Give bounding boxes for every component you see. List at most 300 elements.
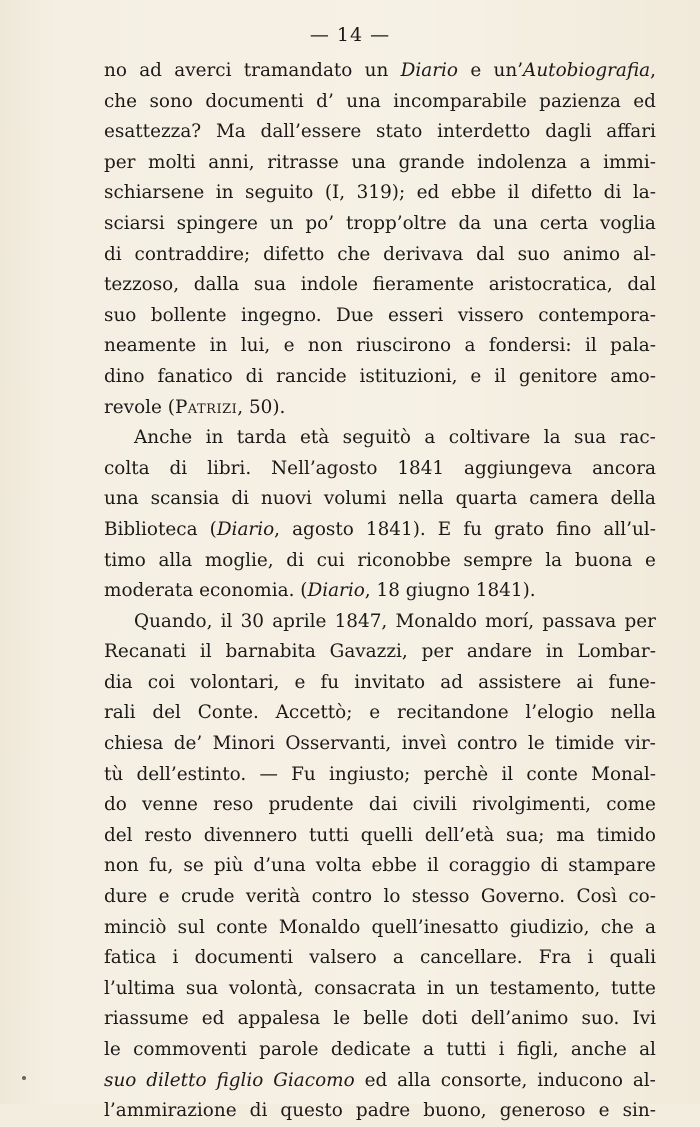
word: Fu: [291, 763, 316, 785]
word: le: [104, 1039, 121, 1060]
word: valsero: [309, 947, 377, 969]
word: contro: [456, 733, 518, 755]
word: pala-: [610, 335, 656, 357]
word: difetto: [263, 243, 325, 265]
word: amo-: [610, 365, 656, 387]
word: passava: [542, 610, 617, 632]
word: chiesa: [104, 733, 164, 755]
word: Monaldo: [395, 610, 477, 632]
text-segment: moderata economia. (: [104, 580, 308, 602]
word: se: [183, 855, 204, 877]
word: (Diario,: [209, 518, 281, 540]
word: Giacomo: [273, 1069, 355, 1091]
word: e: [470, 60, 482, 81]
word: schiarsene: [104, 182, 205, 204]
word: perchè: [423, 763, 489, 785]
word: verità: [245, 886, 301, 908]
text-line: [104, 1066, 656, 1097]
word: da: [458, 212, 482, 234]
word: in: [426, 977, 445, 999]
word: divennero: [203, 824, 298, 846]
word: e: [158, 886, 170, 908]
word: ebbe: [450, 182, 497, 204]
word: ebbe: [371, 855, 417, 877]
word: agosto: [292, 518, 354, 540]
word: indole: [300, 274, 359, 296]
word: al-: [632, 1069, 656, 1091]
word: Gavazzi,: [329, 641, 408, 663]
word: di: [603, 182, 622, 204]
word: riassume: [104, 1008, 189, 1030]
word: Monaldo: [278, 916, 361, 938]
word: 30: [240, 610, 264, 632]
word: buono,: [423, 1100, 487, 1122]
word: sua;: [506, 824, 545, 846]
word: seguitò: [342, 427, 411, 449]
word: quelli: [360, 824, 413, 846]
word: riuscirono: [356, 335, 452, 357]
word: e: [598, 1100, 610, 1122]
word: a: [644, 916, 656, 938]
word: a: [424, 427, 436, 449]
word: barnabita: [225, 641, 316, 663]
word: ed: [364, 1069, 388, 1091]
text-line: [104, 576, 656, 607]
word: conte: [526, 763, 578, 785]
word: belle: [363, 1008, 409, 1030]
word: in: [209, 335, 228, 357]
word: un: [455, 977, 479, 999]
word: moglie,: [204, 549, 274, 571]
word: co-: [628, 886, 656, 908]
word: e: [644, 549, 656, 571]
word: ai: [576, 671, 594, 693]
word: di: [169, 457, 188, 479]
word: morí,: [485, 610, 535, 632]
word: il: [501, 763, 514, 785]
word: un: [364, 60, 389, 81]
word: i: [587, 947, 594, 969]
text-line: [104, 790, 656, 821]
word: le: [527, 733, 545, 755]
word: timo: [104, 549, 146, 571]
word: diletto: [146, 1069, 207, 1091]
word: parole: [259, 1039, 319, 1060]
word: ed: [201, 1008, 225, 1030]
word: volontà,: [228, 977, 304, 999]
word: interdetto: [437, 121, 531, 143]
word: ingegno.: [240, 304, 322, 326]
word: recitandone: [396, 702, 509, 724]
word: invitato: [354, 671, 426, 693]
word: che: [600, 916, 634, 938]
word: spingere: [176, 212, 258, 234]
word: grande: [398, 151, 465, 173]
word: colta: [104, 457, 150, 479]
text-segment: Patrizi: [174, 396, 238, 418]
word: dagli: [545, 121, 592, 143]
word: esattezza?: [104, 121, 202, 143]
word: consorte,: [440, 1069, 528, 1091]
word: Ma: [215, 121, 246, 143]
word: po’: [305, 212, 335, 234]
word: la: [543, 427, 561, 449]
word: 319);: [356, 182, 406, 204]
page-number: — 14 —: [309, 24, 391, 46]
text-segment: revole (: [104, 396, 175, 418]
word: volontari,: [190, 671, 280, 693]
word: nella: [398, 488, 444, 510]
word: la-: [632, 182, 656, 204]
word: rali: [104, 702, 136, 724]
text-line: [104, 423, 656, 454]
word: di: [231, 488, 249, 510]
word: di: [286, 549, 304, 571]
word: quarta: [455, 488, 518, 510]
text-line: [104, 546, 656, 577]
word: la: [545, 549, 563, 571]
word: Lombar-: [577, 641, 656, 663]
text-line: [104, 913, 656, 944]
word: dell’estinto.: [136, 763, 247, 785]
word: della: [610, 488, 656, 510]
word: suo: [517, 243, 550, 265]
word: quali: [609, 947, 656, 969]
word: dai: [368, 794, 398, 816]
word: sin-: [622, 1100, 656, 1122]
word: indolenza: [477, 151, 567, 173]
word: che: [104, 90, 138, 112]
text-line: [104, 117, 656, 148]
word: bollente: [150, 304, 227, 326]
text-line: [104, 821, 656, 852]
text-line: [104, 362, 656, 393]
word: coi: [147, 671, 176, 693]
word: sono: [149, 90, 193, 112]
word: 1841).: [365, 518, 426, 540]
word: per: [624, 610, 656, 632]
word: fu,: [148, 855, 174, 877]
text-line: [104, 484, 656, 515]
word: un’Autobiografia,: [493, 60, 656, 81]
word: appalesa: [237, 1008, 321, 1030]
word: i: [172, 947, 179, 969]
paper-speck: [22, 1076, 26, 1080]
word: più: [213, 855, 244, 877]
text-line: [104, 301, 656, 332]
word: anche: [570, 1039, 627, 1060]
word: fu: [320, 671, 340, 693]
word: al-: [632, 243, 656, 265]
word: e: [470, 365, 482, 387]
word: 1847,: [334, 610, 388, 632]
word: ad: [440, 671, 463, 693]
word: minciò: [104, 916, 167, 938]
body-text: [104, 56, 656, 1127]
word: dalla: [193, 274, 240, 296]
text-line: [104, 943, 656, 974]
word: Due: [336, 304, 374, 326]
text-line: [104, 209, 656, 240]
word: Biblioteca: [104, 518, 198, 540]
word: come: [606, 794, 656, 816]
text-line: [104, 637, 656, 668]
word: dal: [476, 243, 505, 265]
word: esseri: [388, 304, 444, 326]
word: suo: [104, 1069, 137, 1091]
word: ad: [139, 60, 162, 81]
word: il: [199, 641, 212, 663]
word: a: [579, 151, 591, 173]
word: scansia: [150, 488, 220, 510]
word: affari: [606, 121, 656, 143]
word: nuovi: [260, 488, 312, 510]
word: fu: [463, 518, 482, 540]
text-segment: , 50).: [237, 396, 286, 418]
word: do: [104, 794, 127, 816]
word: nella: [610, 702, 656, 724]
text-line: [104, 1096, 656, 1127]
word: sul: [177, 916, 205, 938]
word: vir-: [624, 733, 656, 755]
word: Accettò;: [275, 702, 353, 724]
word: tù: [104, 763, 124, 785]
word: sua: [573, 427, 607, 449]
word: del: [104, 824, 133, 846]
word: de’: [173, 733, 203, 755]
word: molti: [148, 151, 196, 173]
word: per: [421, 641, 454, 663]
word: immi-: [603, 151, 656, 173]
word: l’ultima: [104, 977, 176, 999]
word: voglia: [599, 212, 656, 234]
word: figlio: [216, 1069, 264, 1091]
word: dia: [104, 671, 133, 693]
word: il: [220, 610, 233, 632]
word: doti: [421, 1008, 458, 1030]
word: camera: [529, 488, 599, 510]
word: testamento,: [489, 977, 601, 999]
word: ed: [633, 90, 656, 112]
word: una: [493, 212, 528, 234]
word: una: [346, 90, 381, 112]
word: Nell’agosto: [271, 457, 378, 479]
word: il: [494, 365, 506, 387]
text-line: [104, 454, 656, 485]
text-line: [104, 851, 656, 882]
word: Anche: [134, 427, 193, 449]
word: tutti: [308, 824, 349, 846]
word: prudente: [268, 794, 354, 816]
word: i: [498, 1039, 505, 1060]
word: alla: [397, 1069, 431, 1091]
word: di: [249, 1100, 268, 1122]
word: contempora-: [538, 304, 656, 326]
word: sempre: [463, 549, 533, 571]
word: Governo.: [480, 886, 566, 908]
word: tutti: [446, 1039, 487, 1060]
word: l’ammirazione: [104, 1100, 237, 1122]
word: tarda: [236, 427, 287, 449]
word: certa: [539, 212, 589, 234]
word: assistere: [478, 671, 562, 693]
word: il: [584, 335, 597, 357]
word: aggiungeva: [464, 457, 573, 479]
word: quell’inesatto: [371, 916, 499, 938]
word: rivolgimenti,: [472, 794, 592, 816]
word: lo: [383, 886, 401, 908]
word: timide: [554, 733, 615, 755]
text-line: [104, 331, 656, 362]
word: neamente: [104, 335, 197, 357]
word: stato: [376, 121, 423, 143]
text-line: [104, 270, 656, 301]
word: averci: [174, 60, 232, 81]
word: ma: [556, 824, 585, 846]
word: tropp’oltre: [345, 212, 447, 234]
word: stampare: [568, 855, 656, 877]
text-line: [104, 698, 656, 729]
word: rac-: [619, 427, 656, 449]
word: animo: [562, 243, 621, 265]
word: civili: [412, 794, 457, 816]
word: non: [104, 855, 139, 877]
word: all’ul-: [603, 518, 656, 540]
word: buona: [574, 549, 633, 571]
word: fino: [556, 518, 592, 540]
word: al: [639, 1039, 656, 1060]
word: conte: [216, 916, 268, 938]
word: inveì: [401, 733, 447, 755]
word: e: [283, 335, 295, 357]
word: a: [423, 1039, 435, 1060]
word: alla: [158, 549, 193, 571]
word: stesso: [411, 886, 470, 908]
word: 1841: [397, 457, 445, 479]
text-line: [104, 974, 656, 1005]
word: no: [104, 60, 127, 81]
word: padre: [355, 1100, 411, 1122]
word: volta: [315, 855, 362, 877]
word: sciarsi: [104, 212, 165, 234]
word: coraggio: [448, 855, 531, 877]
word: Fra: [538, 947, 572, 969]
word: età: [300, 427, 330, 449]
word: istituzioni,: [359, 365, 458, 387]
word: in: [215, 182, 234, 204]
word: grato: [494, 518, 545, 540]
text-line: [104, 515, 656, 546]
word: riconobbe: [357, 549, 451, 571]
text-line: [104, 87, 656, 118]
word: Diario: [400, 60, 459, 81]
text-line: [104, 178, 656, 209]
word: coltivare: [448, 427, 531, 449]
word: —: [259, 763, 278, 785]
word: consacrata: [314, 977, 417, 999]
word: reso: [213, 794, 254, 816]
word: di: [540, 855, 559, 877]
word: libri.: [207, 457, 252, 479]
word: aristocratica,: [488, 274, 613, 296]
word: documenti: [194, 947, 294, 969]
word: Così: [576, 886, 617, 908]
word: ed: [416, 182, 440, 204]
word: in: [545, 641, 564, 663]
word: una: [104, 488, 139, 510]
word: E: [437, 518, 452, 540]
word: un: [269, 212, 294, 234]
word: che: [337, 243, 371, 265]
word: genitore: [518, 365, 598, 387]
word: del: [152, 702, 181, 724]
word: a: [392, 947, 404, 969]
word: aprile: [272, 610, 327, 632]
text-line: [104, 240, 656, 271]
word: volumi: [323, 488, 387, 510]
word: dall’essere: [260, 121, 362, 143]
word: di: [245, 365, 264, 387]
word: fune-: [608, 671, 656, 693]
text-line: [104, 393, 656, 424]
text-line: [104, 729, 656, 760]
word: le: [333, 1008, 351, 1030]
word: dedicate: [330, 1039, 411, 1060]
word: (I,: [324, 182, 346, 204]
word: cui: [316, 549, 345, 571]
word: in: [205, 427, 224, 449]
word: d’una: [253, 855, 306, 877]
text-line: [104, 882, 656, 913]
word: figli,: [516, 1039, 559, 1060]
word: andare: [466, 641, 533, 663]
word: e: [294, 671, 306, 693]
word: commoventi: [133, 1039, 247, 1060]
word: seguito: [245, 182, 314, 204]
word: Osservanti,: [285, 733, 392, 755]
word: ritrasse: [267, 151, 339, 173]
word: Ivi: [632, 1008, 656, 1030]
word: dell’animo: [470, 1008, 569, 1030]
text-line: [104, 607, 656, 638]
word: questo: [280, 1100, 343, 1122]
word: il: [426, 855, 439, 877]
word: tezzoso,: [104, 274, 180, 296]
word: suo: [104, 304, 137, 326]
word: dure: [104, 886, 148, 908]
text-line: [104, 1035, 656, 1066]
text-line: [104, 148, 656, 179]
word: e: [369, 702, 381, 724]
word: ancora: [592, 457, 656, 479]
text-segment: , 18 giugno 1841).: [364, 580, 536, 602]
word: vissero: [457, 304, 524, 326]
word: d’: [316, 90, 334, 112]
word: fatica: [104, 947, 157, 969]
text-line: [104, 668, 656, 699]
word: fanatico: [157, 365, 233, 387]
word: cancellare.: [420, 947, 523, 969]
word: difetto: [530, 182, 593, 204]
text-line: [104, 760, 656, 791]
word: derivava: [383, 243, 464, 265]
word: il: [507, 182, 520, 204]
word: generoso: [499, 1100, 586, 1122]
word: fondersi:: [488, 335, 572, 357]
word: resto: [144, 824, 192, 846]
word: anni,: [208, 151, 255, 173]
word: Recanati: [104, 641, 187, 663]
